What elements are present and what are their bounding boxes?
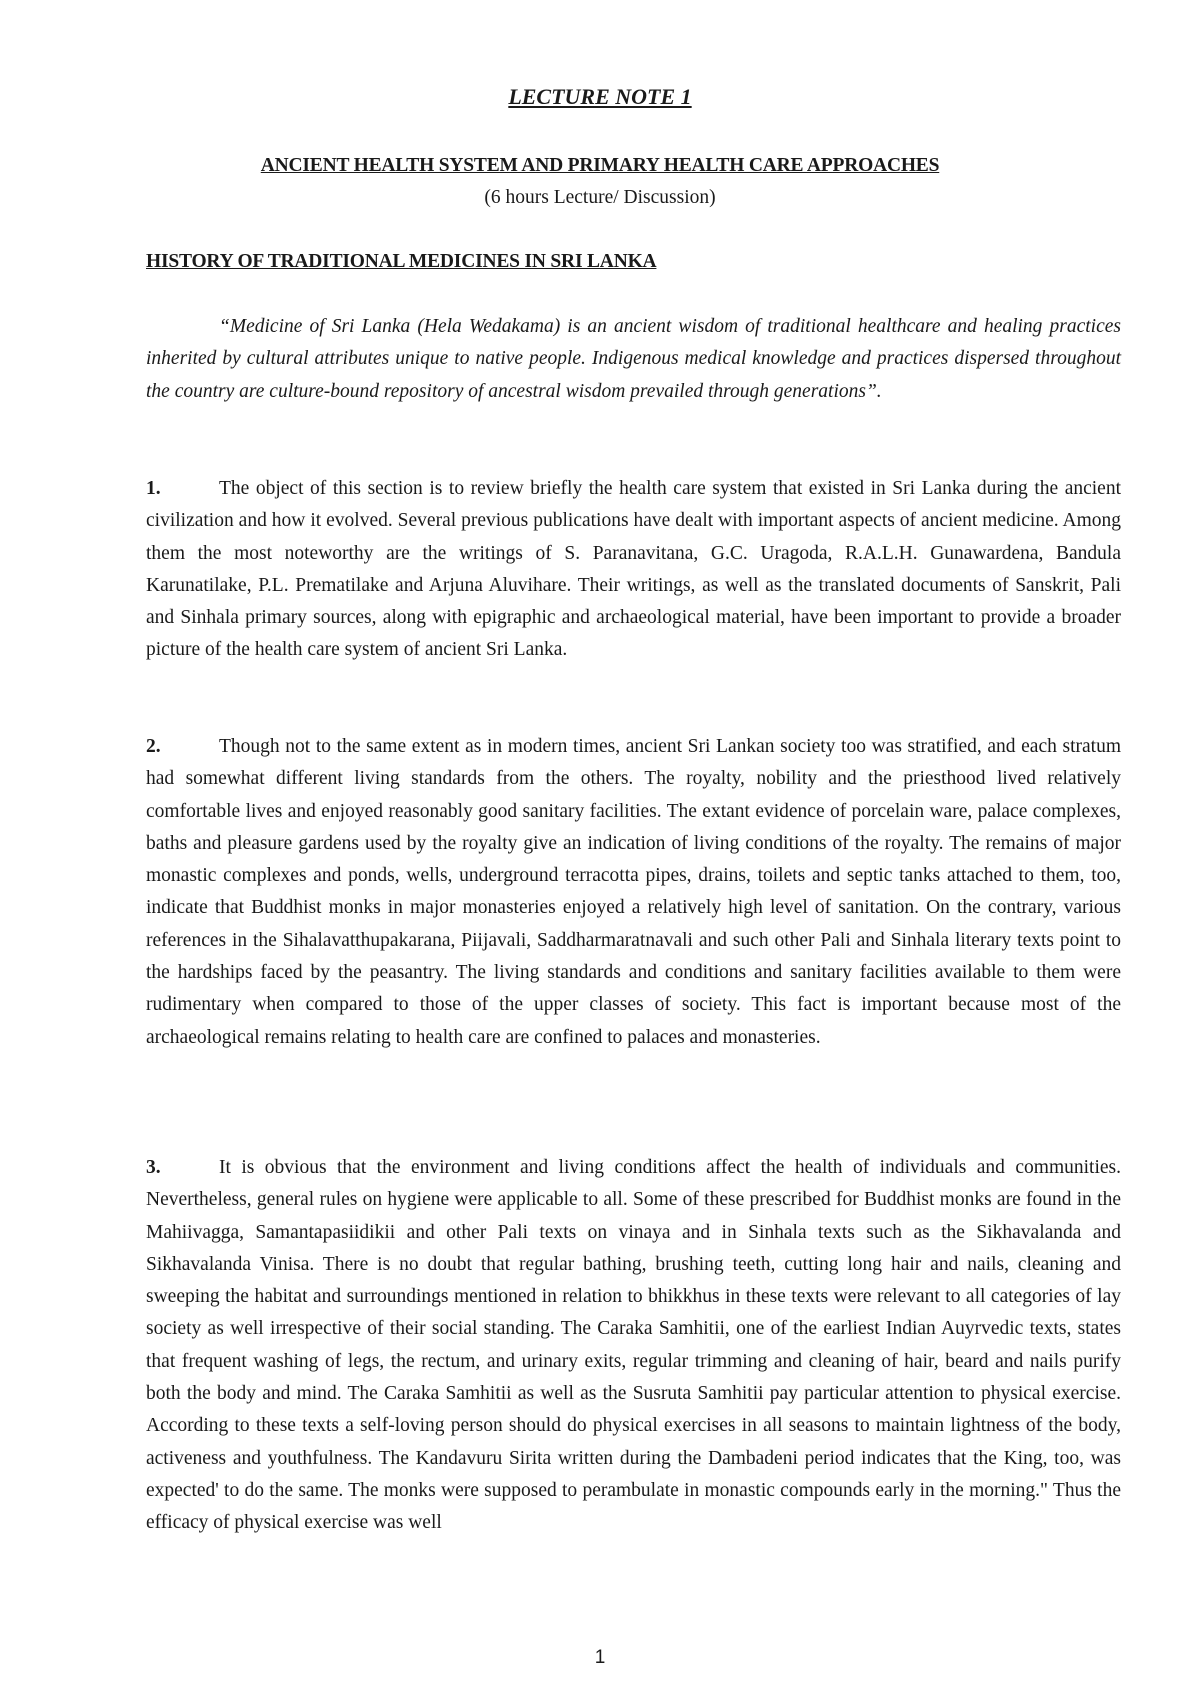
paragraph-text: The object of this section is to review briefly the health care system that existed in Sri Lanka during the ancient civilization and how it evolved. Several previous publications have dealt with important aspects of ancient medicine. Among them the most noteworthy are the writings of S. Paranavitana, G.C. Uragoda, R.A.L.H. Gunawardena, Bandula Karunatilake, P.L. Prematilake and Arjuna Aluvihare. Their writings, as well as the translated documents of Sanskrit, Pali and Sinhala primary sources, along with epigraphic and archaeological material, have been important to provide a broader picture of the health care system of ancient Sri Lanka.	[146, 478, 1121, 661]
main-heading: ANCIENT HEALTH SYSTEM AND PRIMARY HEALTH CARE APPROACHES	[260, 155, 940, 176]
lecture-duration: (6 hours Lecture/ Discussion)	[484, 187, 716, 208]
paragraph-text: It is obvious that the environment and living conditions affect the health of individuals and communities. Nevertheless, general rules on hygiene were applicable to all. Some of these prescribed for Buddhist monks are found in the Mahiivagga, Samantapasiidikii and other Pali texts on vinaya and in Sinhala texts such as the Sikhavalanda and Sikhavalanda Vinisa. There is no doubt that regular bathing, brushing teeth, cutting long hair and nails, cleaning and sweeping the habitat and surroundings mentioned in relation to bhikkhus in these texts were relevant to all categories of lay society as well irrespective of their social standing. The Caraka Samhitii, one of the earliest Indian Auyrvedic texts, states that frequent washing of legs, the rectum, and urinary exits, regular trimming and cleaning of hair, beard and nails purify both the body and mind. The Caraka Samhitii as well as the Susruta Samhitii pay particular attention to physical exercise. According to these texts a self-loving person should do physical exercises in all seasons to maintain lightness of the body, activeness and youthfulness. The Kandavuru Sirita written during the Dambadeni period indicates that the King, too, was expected' to do the same. The monks were supposed to perambulate in monastic compounds early in the morning." Thus the efficacy of physical exercise was well	[146, 1157, 1121, 1534]
paragraph-2	[146, 731, 1121, 1054]
paragraph-text: Though not to the same extent as in modern times, ancient Sri Lankan society too was stratified, and each stratum had somewhat different living standards from the others. The royalty, nobility and the priesthood lived relatively comfortable lives and enjoyed reasonably good sanitary facilities. The extant evidence of porcelain ware, palace complexes, baths and pleasure gardens used by the royalty give an indication of living conditions of the royalty. The remains of major monastic complexes and ponds, wells, underground terracotta pipes, drains, toilets and septic tanks attached to them, too, indicate that Buddhist monks in major monasteries enjoyed a relatively high level of sanitation. On the contrary, various references in the Sihalavatthupakarana, Piijavali, Saddharmaratnavali and such other Pali and Sinhala literary texts point to the hardships faced by the peasantry. The living standards and conditions and sanitary facilities available to them were rudimentary when compared to those of the upper classes of society. This fact is important because most of the archaeological remains relating to health care are confined to palaces and monasteries.	[146, 736, 1121, 1048]
paragraph-number: 1.	[146, 478, 161, 499]
paragraph-1	[146, 473, 1121, 667]
opening-quote: “Medicine of Sri Lanka (Hela Wedakama) is an ancient wisdom of traditional healthcare and healing practices inherited by cultural attributes unique to native people. Indigenous medical knowledge and practices dispersed throughout the country are culture-bound repository of ancestral wisdom prevailed through generations”.	[146, 316, 1121, 402]
section-heading: HISTORY OF TRADITIONAL MEDICINES IN SRI LANKA	[146, 251, 657, 272]
paragraph-number: 2.	[146, 736, 161, 757]
paragraph-3	[146, 1152, 1121, 1540]
lecture-title: LECTURE NOTE 1	[508, 84, 692, 109]
page-number: 1	[594, 1647, 606, 1668]
paragraph-number: 3.	[146, 1157, 161, 1178]
